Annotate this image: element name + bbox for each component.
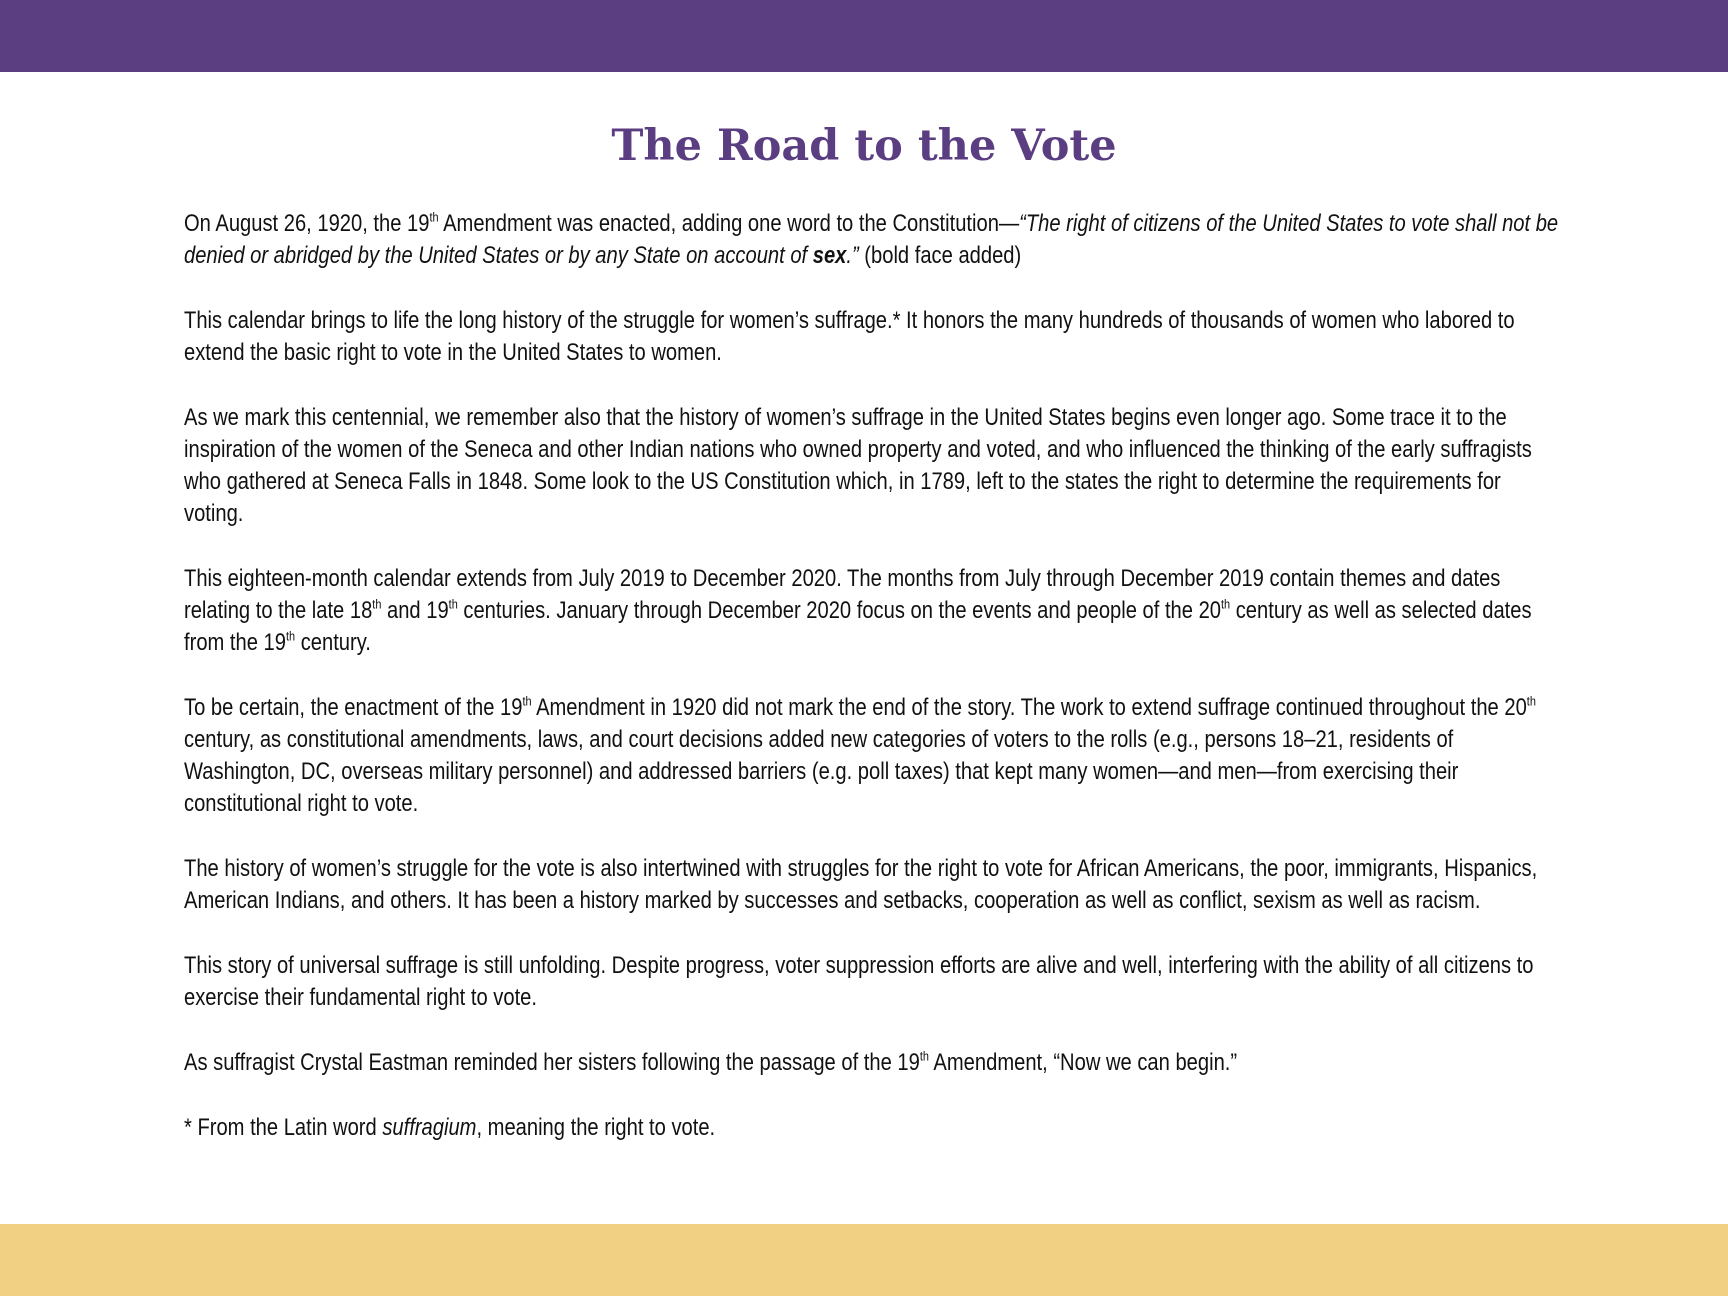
p8-text-b: Amendment, “Now we can begin.”	[928, 1049, 1238, 1076]
paragraph-eastman-quote	[184, 1047, 1564, 1079]
bottom-color-band	[0, 1224, 1728, 1296]
top-color-band	[0, 0, 1728, 72]
quote-text-a: “The right of citizens of the United States to vote shall not be denied or abridged by the United States or by any State on account of	[184, 210, 1559, 269]
footnote-italic-word: suffragium	[382, 1114, 477, 1141]
footnote-text-b: , meaning the right to vote.	[476, 1114, 716, 1141]
quote-bold-word: sex	[812, 242, 847, 269]
p4-text-e: century.	[295, 629, 371, 656]
quote-text-b: .”	[846, 242, 859, 269]
paragraph-intertwined-history: The history of women’s struggle for the vote is also intertwined with struggles for the right to vote for African Americans, the poor, immigrants, Hispanics, American Indians, and others. It has been a history marked by successes and setbacks, cooperation as well as conflict, sexism as well as racism.	[184, 855, 1538, 914]
p4-ordinal-suffix-2: th	[448, 596, 458, 612]
p5-ordinal-suffix-1: th	[522, 693, 532, 709]
p4-ordinal-suffix-1: th	[372, 596, 382, 612]
page-title: The Road to the Vote	[611, 121, 1117, 171]
footnote	[184, 1112, 1564, 1144]
p1-text-c: (bold face added)	[858, 242, 1022, 269]
p4-ordinal-suffix-4: th	[285, 628, 296, 644]
paragraph-calendar-range	[184, 563, 1564, 659]
p4-ordinal-suffix-3: th	[1221, 596, 1231, 612]
p1-ordinal-suffix: th	[429, 209, 439, 225]
p5-text-c: century, as constitutional amendments, laws, and court decisions added new categories of voters to the rolls (e.g., persons 18–21, residents of Washington, DC, overseas military personnel) and addressed barriers (e.g. poll taxes) that kept many women—and men—from exercising their constitutional right to vote.	[184, 726, 1459, 817]
paragraph-amendment	[184, 208, 1564, 272]
p8-text-a: As suffragist Crystal Eastman reminded her sisters following the passage of the 19	[184, 1049, 920, 1076]
footnote-text-a: * From the Latin word	[184, 1114, 383, 1141]
p4-text-c: centuries. January through December 2020 focus on the events and people of the 20	[457, 597, 1222, 624]
p4-text-b: and 19	[381, 597, 449, 624]
paragraph-story-continues	[184, 692, 1564, 820]
p8-ordinal-suffix: th	[919, 1048, 929, 1064]
p5-text-a: To be certain, the enactment of the 19	[184, 694, 523, 721]
p4-text-d: century as well as selected dates from the 19	[184, 597, 1532, 656]
p5-ordinal-suffix-2: th	[1526, 693, 1536, 709]
paragraph-centennial: As we mark this centennial, we remember also that the history of women’s suffrage in the United States begins even longer ago. Some trace it to the inspiration of the women of the Seneca and other Indian nations who owned property and voted, and who influenced the thinking of the early suffragists who gathered at Seneca Falls in 1848. Some look to the US Constitution which, in 1789, left to the states the right to determine the requirements for voting.	[184, 404, 1532, 527]
p4-text-a: This eighteen-month calendar extends from July 2019 to December 2020. The months from July through December 2019 contain themes and dates relating to the late 18	[184, 565, 1501, 624]
p5-text-b: Amendment in 1920 did not mark the end of the story. The work to extend suffrage continued throughout the 20	[531, 694, 1527, 721]
body-text	[184, 208, 1559, 1177]
paragraph-calendar-intro: This calendar brings to life the long history of the struggle for women’s suffrage.* It honors the many hundreds of thousands of women who labored to extend the basic right to vote in the United States to women.	[184, 307, 1515, 366]
paragraph-still-unfolding: This story of universal suffrage is still unfolding. Despite progress, voter suppression efforts are alive and well, interfering with the ability of all citizens to exercise their fundamental right to vote.	[184, 952, 1534, 1011]
p1-text-b: Amendment was enacted, adding one word to the Constitution—	[438, 210, 1020, 237]
p1-text-a: On August 26, 1920, the 19	[184, 210, 430, 237]
